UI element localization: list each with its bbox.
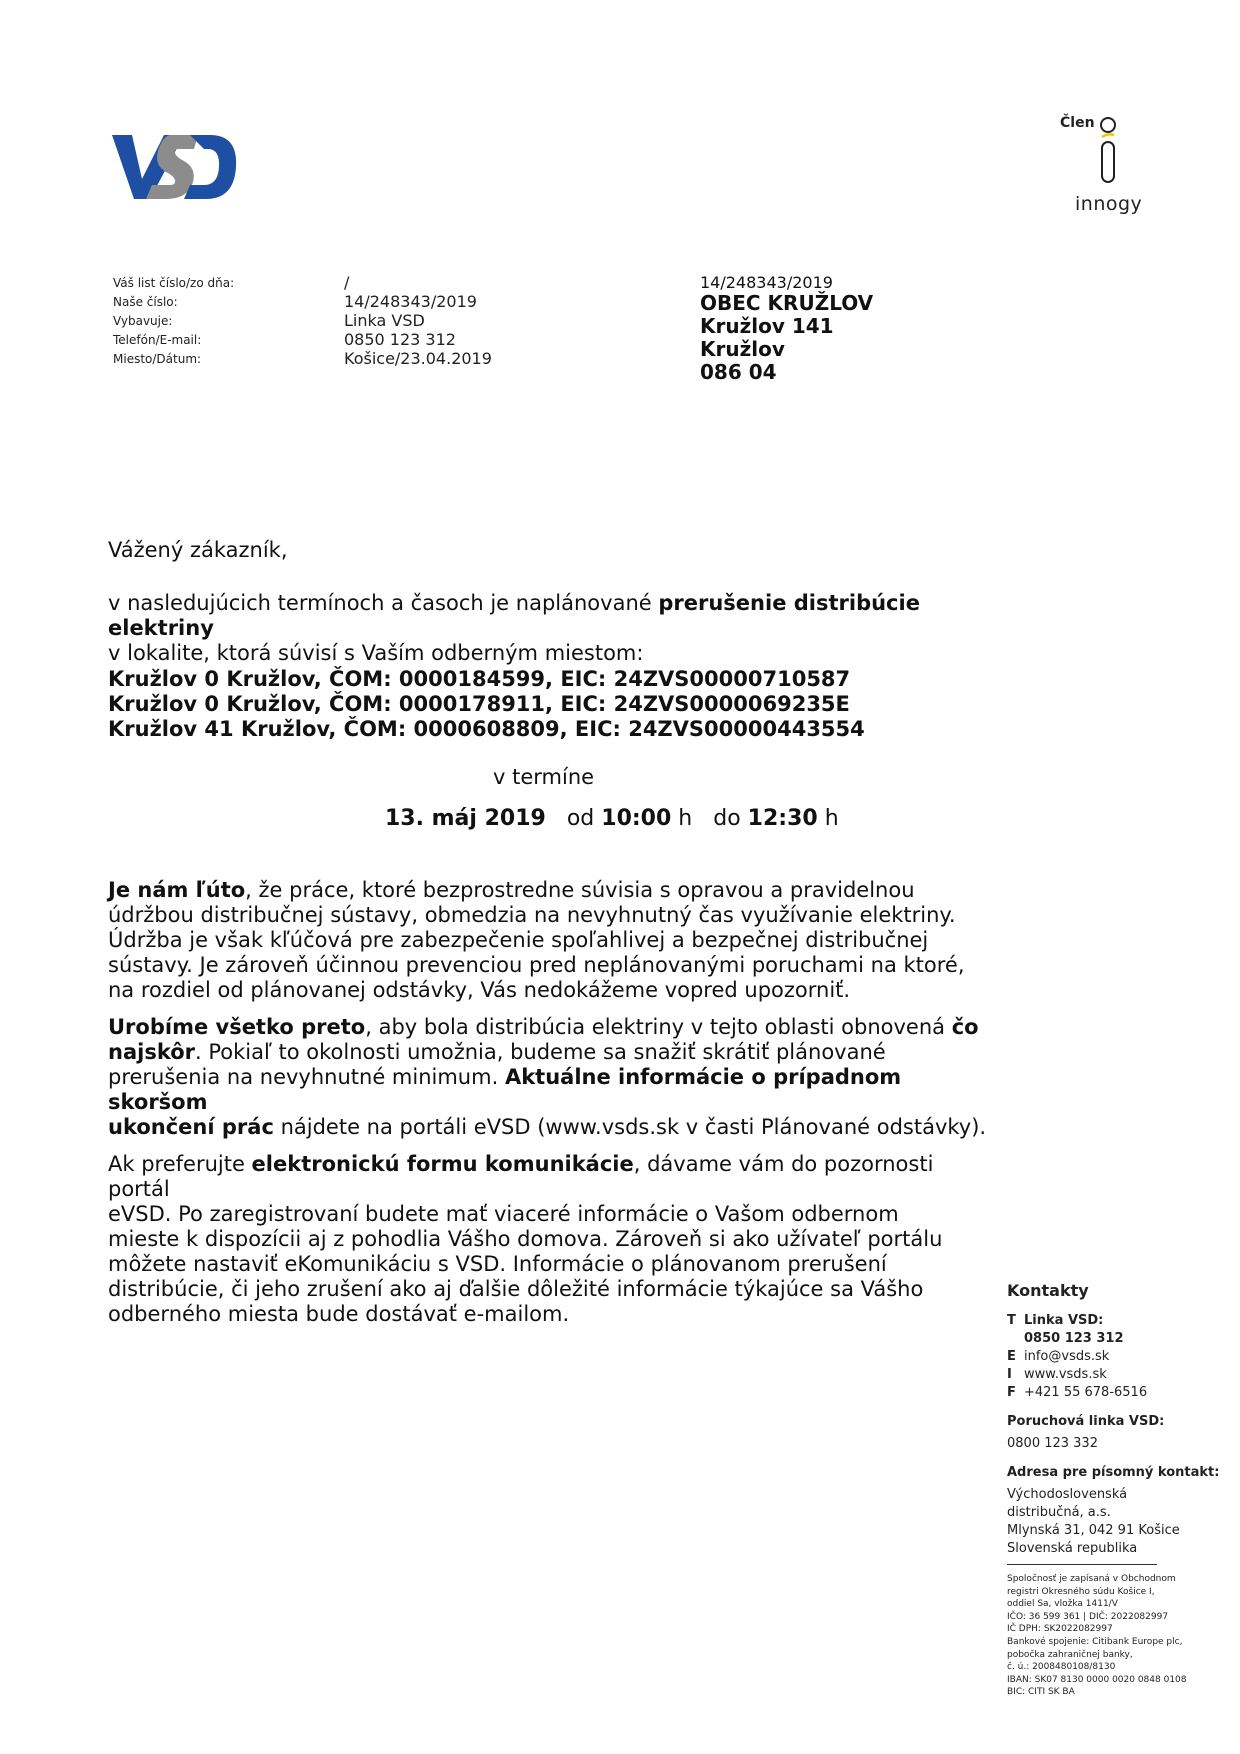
supply-points [108, 667, 988, 742]
innogy-mark [1060, 115, 1170, 225]
restoration-highlight-3: najskôr [108, 1040, 196, 1064]
contact-email [1007, 1348, 1227, 1366]
address-line: distribučná, a.s. [1007, 1505, 1111, 1520]
contact-phone [1007, 1312, 1227, 1330]
value-phone-email: 0850 123 312 [344, 330, 456, 349]
supply-point: Kružlov 41 Kružlov, ČOM: 0000608809, EIC: 24ZVS00000443554 [108, 717, 865, 741]
legal-line: oddiel Sa, vložka 1411/V [1007, 1599, 1118, 1610]
hour-unit: h [678, 806, 693, 831]
phone-key: T [1007, 1313, 1016, 1328]
legal-line: IČ DPH: SK2022082997 [1007, 1624, 1113, 1635]
contacts-sidebar [1007, 1281, 1227, 1699]
intro-highlight: prerušenie distribúcie elektriny [108, 591, 920, 640]
vsd-logo [112, 131, 238, 203]
outage-date: 13. máj 2019 [385, 806, 546, 831]
paragraph-line: eVSD. Po zaregistrovaní budete mať viaceré informácie o Vašom odbernom [108, 1202, 899, 1226]
recipient-name: OBEC KRUŽLOV [700, 291, 874, 315]
member-label: Člen [1060, 115, 1095, 131]
divider [1007, 1564, 1157, 1565]
address-line: Slovenská republika [1007, 1541, 1138, 1556]
label-handled-by: Vybavuje: [113, 314, 173, 328]
restoration-paragraph [108, 1015, 988, 1140]
paragraph-line: , že práce, ktoré bezprostredne súvisia s opravou a pravidelnou [245, 878, 915, 902]
innogy-brand: innogy [1075, 193, 1143, 215]
legal-line: pobočka zahraničnej banky, [1007, 1649, 1133, 1660]
value-place-date: Košice/23.04.2019 [344, 349, 492, 368]
address-line: Mlynská 31, 042 91 Košice [1007, 1523, 1180, 1538]
value-your-letter: / [344, 273, 350, 292]
paragraph-line: , dávame vám do pozornosti portál [108, 1152, 934, 1201]
contact-phone-value-row [1007, 1330, 1227, 1348]
paragraph-line: nájdete na portáli eVSD (www.vsds.sk v časti Plánované odstávky). [273, 1115, 987, 1139]
web-key: I [1007, 1367, 1012, 1382]
paragraph-line: mieste k dispozícii aj z pohodlia Vášho domova. Zároveň si ako užívateľ portálu [108, 1227, 943, 1251]
phone-value: 0850 123 312 [1024, 1331, 1124, 1346]
legal-line: Spoločnosť je zapísaná v Obchodnom [1007, 1574, 1176, 1584]
paragraph-line: odberného miesta bude dostávať e-mailom. [108, 1302, 570, 1326]
salutation: Vážený zákazník, [108, 538, 288, 562]
apology-highlight: Je nám ľúto [108, 878, 246, 902]
paragraph-line: údržbou distribučnej sústavy, obmedzia na nevyhnutný čas využívanie elektriny. [108, 903, 956, 927]
paragraph-line: môžete nastaviť eKomunikáciu s VSD. Informácie o plánovanom prerušení [108, 1252, 887, 1276]
address-label: Adresa pre písomný kontakt: [1007, 1465, 1220, 1480]
hour-unit: h [824, 806, 839, 831]
supply-point: Kružlov 0 Kružlov, ČOM: 0000178911, EIC: 24ZVS0000069235E [108, 692, 850, 716]
fault-line-number: 0800 123 332 [1007, 1436, 1098, 1451]
outage-term [385, 806, 839, 831]
paragraph-line: distribúcie, či jeho zrušení ako aj ďalšie dôležité informácie týkajúce sa Vášho [108, 1277, 924, 1301]
restoration-highlight: Urobíme všetko preto [108, 1015, 366, 1039]
from-time: 10:00 [601, 806, 672, 831]
intro-text: v nasledujúcich termínoch a časoch je naplánované [108, 591, 659, 615]
paragraph-line: sústavy. Je zároveň účinnou prevenciou pred neplánovanými poruchami na ktoré, [108, 953, 965, 977]
email-key: E [1007, 1349, 1016, 1364]
intro-paragraph [108, 591, 988, 666]
info-highlight: Aktuálne informácie o prípadnom skoršom [108, 1065, 902, 1114]
recipient-street: Kružlov 141 [700, 314, 834, 338]
fax-key: F [1007, 1385, 1016, 1400]
value-handled-by: Linka VSD [344, 311, 425, 330]
recipient-city: Kružlov [700, 337, 785, 361]
to-label: do [713, 806, 741, 831]
reference-values [344, 273, 492, 368]
fault-line-label: Poruchová linka VSD: [1007, 1414, 1165, 1429]
recipient-postcode: 086 04 [700, 360, 777, 384]
contact-web [1007, 1366, 1227, 1384]
apology-paragraph [108, 878, 988, 1003]
paragraph-line: Údržba je však kľúčová pre zabezpečenie spoľahlivej a bezpečnej distribučnej [108, 928, 929, 952]
paragraph-line: . Pokiaľ to okolnosti umožnia, budeme sa snažiť skrátiť plánované [195, 1040, 886, 1064]
paragraph-line: Ak preferujte [108, 1152, 252, 1176]
to-time: 12:30 [747, 806, 818, 831]
ecommunication-paragraph [108, 1152, 988, 1327]
label-phone-email: Telefón/E-mail: [113, 333, 202, 347]
recipient-reference: 14/248343/2019 [700, 273, 833, 292]
innogy-i-icon [1097, 116, 1119, 188]
info-highlight-2: ukončení prác [108, 1115, 274, 1139]
paragraph-line: , aby bola distribúcia elektriny v tejto oblasti obnovená [365, 1015, 952, 1039]
legal-line: BIC: CITI SK BA [1007, 1687, 1075, 1698]
recipient-address [700, 273, 873, 384]
legal-line: registri Okresného súdu Košice I, [1007, 1586, 1155, 1597]
web-link[interactable]: www.vsds.sk [1024, 1367, 1107, 1382]
value-our-number: 14/248343/2019 [344, 292, 477, 311]
letter-body [108, 878, 988, 1339]
reference-labels [113, 274, 234, 369]
label-our-number: Naše číslo: [113, 295, 178, 309]
address-line: Východoslovenská [1007, 1487, 1128, 1502]
intro-text-2: v lokalite, ktorá súvisí s Vaším odberným miestom: [108, 641, 644, 665]
legal-line: IBAN: SK07 8130 0000 0020 0848 0108 [1007, 1674, 1187, 1685]
label-your-letter: Váš list číslo/zo dňa: [113, 276, 235, 290]
restoration-highlight-2: čo [951, 1015, 979, 1039]
supply-point: Kružlov 0 Kružlov, ČOM: 0000184599, EIC: 24ZVS00000710587 [108, 667, 851, 691]
ecommunication-highlight: elektronickú formu komunikácie [251, 1152, 634, 1176]
paragraph-line: prerušenia na nevyhnutné minimum. [108, 1065, 505, 1089]
contact-fax [1007, 1384, 1227, 1402]
legal-line: Bankové spojenie: Citibank Europe plc, [1007, 1636, 1183, 1647]
phone-label: Linka VSD: [1024, 1313, 1104, 1328]
legal-line: IČO: 36 599 361 | DIČ: 2022082997 [1007, 1611, 1169, 1622]
fax-number: +421 55 678-6516 [1024, 1385, 1148, 1400]
email-link[interactable]: info@vsds.sk [1024, 1349, 1110, 1364]
label-place-date: Miesto/Dátum: [113, 352, 202, 366]
from-label: od [566, 806, 595, 831]
paragraph-line: na rozdiel od plánovanej odstávky, Vás nedokážeme vopred upozorniť. [108, 978, 851, 1002]
contacts-title: Kontakty [1007, 1281, 1089, 1300]
term-label: v termíne [493, 765, 595, 789]
legal-line: č. ú.: 2008480108/8130 [1007, 1662, 1116, 1673]
